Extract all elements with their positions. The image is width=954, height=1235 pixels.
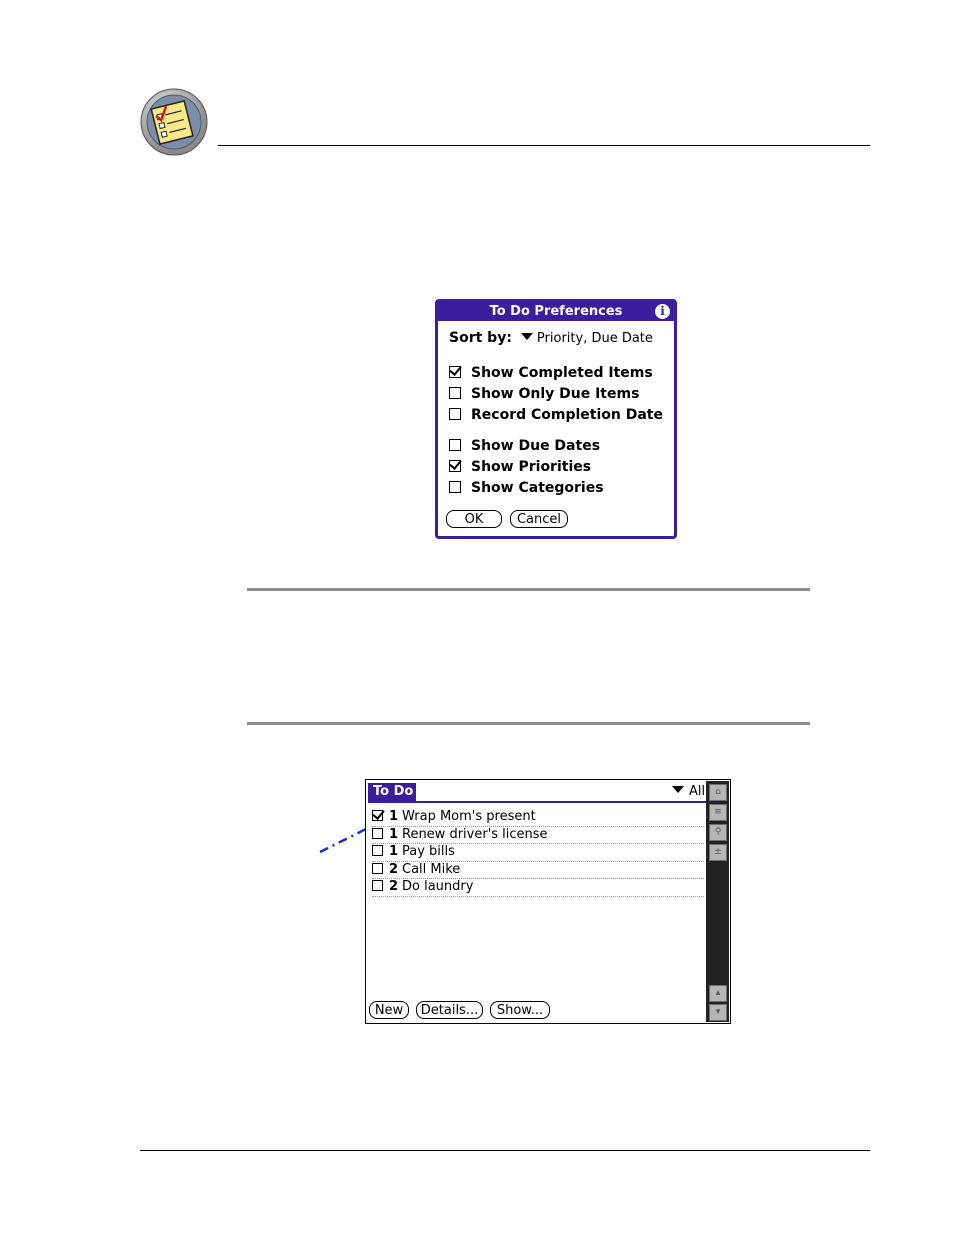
show-categories-option[interactable] [449, 479, 604, 497]
show-priorities-option[interactable] [449, 458, 591, 476]
title-underline [368, 801, 706, 803]
checkbox[interactable] [449, 387, 461, 399]
dropdown-triangle-icon[interactable] [521, 333, 533, 340]
header-rule [218, 145, 870, 146]
list-item[interactable] [372, 879, 704, 897]
note-top-rule [247, 588, 810, 591]
show-only-due-items-option[interactable] [449, 385, 639, 403]
show-due-dates-option[interactable] [449, 437, 600, 455]
sort-by-row [449, 330, 653, 346]
cancel-button[interactable]: Cancel [510, 510, 568, 528]
priority[interactable]: 1 [389, 809, 399, 824]
new-button[interactable]: New [369, 1001, 409, 1019]
list-item[interactable] [372, 827, 704, 845]
checkbox[interactable] [449, 460, 461, 472]
checkbox[interactable] [449, 408, 461, 420]
option-label: Show Priorities [471, 459, 592, 475]
todo-items-list [372, 809, 704, 897]
checkbox[interactable] [449, 481, 461, 493]
show-completed-items-option[interactable] [449, 364, 653, 382]
item-text[interactable]: Renew driver's license [402, 826, 548, 842]
home-icon[interactable]: ⌂ [709, 784, 727, 801]
category-picker[interactable] [672, 784, 705, 799]
scroll-up-icon[interactable]: ▴ [709, 985, 727, 1002]
footer-rule [140, 1150, 870, 1151]
checkbox[interactable] [449, 439, 461, 451]
option-label: Show Only Due Items [471, 386, 640, 402]
sort-by-label: Sort by: [449, 330, 512, 346]
todo-preferences-dialog [435, 299, 677, 539]
list-item[interactable] [372, 809, 704, 827]
record-completion-date-option[interactable] [449, 406, 663, 424]
menu-icon[interactable]: ≡ [709, 804, 727, 821]
dialog-title: To Do Preferences [438, 302, 674, 321]
option-label: Show Due Dates [471, 438, 601, 454]
list-item[interactable] [372, 862, 704, 880]
dropdown-triangle-icon[interactable] [672, 786, 684, 793]
priority[interactable]: 1 [389, 826, 399, 842]
item-text[interactable]: Pay bills [402, 844, 455, 859]
ok-button[interactable]: OK [446, 510, 502, 528]
category-value[interactable]: All [689, 784, 706, 799]
option-label: Record Completion Date [471, 407, 663, 423]
app-title-tab[interactable]: To Do [368, 783, 416, 801]
todo-app-icon [140, 88, 208, 156]
item-text[interactable]: Call Mike [402, 861, 461, 877]
option-label: Show Categories [471, 480, 604, 496]
note-bottom-rule [247, 722, 810, 725]
find-icon[interactable]: ⚲ [709, 824, 727, 841]
list-item[interactable] [372, 844, 704, 862]
details-button[interactable]: Details... [416, 1001, 483, 1019]
silkscreen-sidebar [706, 781, 729, 1022]
checkbox[interactable] [449, 366, 461, 378]
checkbox[interactable] [372, 863, 383, 874]
sort-by-select[interactable]: Priority, Due Date [536, 331, 653, 346]
info-icon[interactable]: i [655, 304, 670, 319]
option-label: Show Completed Items [471, 365, 653, 381]
priority[interactable]: 2 [389, 879, 399, 894]
priority[interactable]: 1 [389, 844, 399, 859]
priority[interactable]: 2 [389, 861, 399, 877]
todo-list-screen [365, 779, 731, 1024]
show-button[interactable]: Show... [490, 1001, 550, 1019]
calculator-icon[interactable]: ± [709, 844, 727, 861]
scroll-down-icon[interactable]: ▾ [709, 1004, 727, 1021]
checkbox[interactable] [372, 828, 383, 839]
item-text[interactable]: Do laundry [402, 879, 474, 894]
checkbox[interactable] [372, 845, 383, 856]
item-text[interactable]: Wrap Mom's present [402, 809, 536, 824]
checkbox[interactable] [372, 810, 383, 821]
checkbox[interactable] [372, 880, 383, 891]
